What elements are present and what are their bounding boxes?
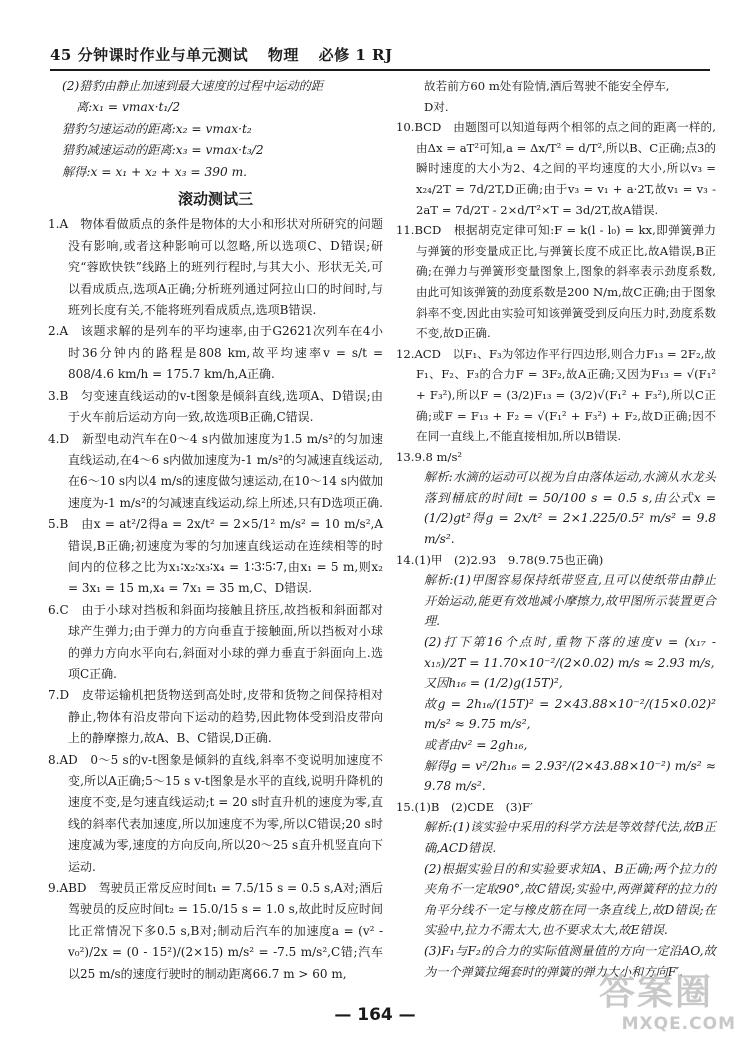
running-header (50, 44, 710, 71)
continuation-line: 故若前方60 m处有险情,酒后驾驶不能安全停车, (424, 79, 670, 93)
analysis-text: 又因h₁₆ = (1/2)g(15T)², (424, 676, 563, 691)
book-title: 45 分钟课时作业与单元测试 (50, 46, 249, 64)
answer-item: 14.(1)甲 (2)2.93 9.78(9.75也正确) (396, 552, 604, 567)
answer-item: 5.B 由x = at²/2得a = 2x/t² = 2×5/1² m/s² = 10 m/s²,A错误,B正确;初速度为零的匀加速直线运动在连续相等的时间内的位移之比为x₁∶x₂∶x₃∶x₄ = 1∶3∶5∶7,由x₁ = 5 m,则x₂ = 3x₁ = 15 m,x₄ = 7x₁ = 35 m,C、D错误. (48, 517, 383, 596)
continuation-line: D对. (424, 99, 449, 114)
watermark-url: MXQE.COM (621, 1014, 736, 1034)
continuation-line: 离:x₁ = vmax·t₁/2 (76, 100, 181, 115)
analysis-text: (3)F₁与F₂的合力的实际值测量值的方向一定沿AO,故为一个弹簧拉绳套时的弹簧的弹力大小和方向F′. (424, 943, 716, 979)
subject-label: 物理 (267, 46, 299, 64)
answer-item: 6.C 由于小球对挡板和斜面均接触且挤压,故挡板和斜面都对球产生弹力;由于弹力的方向垂直于接触面,所以挡板对小球的弹力方向水平向右,斜面对小球的弹力垂直于斜面向上.选项C正确. (48, 602, 383, 681)
answer-item: 2.A 该题求解的是列车的平均速率,由于G2621次列车在4小时36分钟内的路程是808 km,故平均速率v = s/t = 808/4.6 km/h = 175.7 km/h,A正确. (48, 324, 383, 382)
continuation-line: 猎豹减速运动的距离:x₃ = vmax·t₃/2 (62, 143, 264, 158)
section-title: 滚动测试三 (177, 190, 253, 209)
watermark-text: 答案圈 (599, 972, 714, 1013)
answer-item: 13.9.8 m/s² (396, 449, 463, 464)
continuation-line: 解得:x = x₁ + x₂ + x₃ = 390 m. (62, 164, 248, 179)
continuation-line: (2)猎豹由静止加速到最大速度的过程中运动的距 (62, 79, 324, 93)
answer-item: 11.BCD 根据胡克定律可知:F = k(l - l₀) = kx,即弹簧弹力与弹簧的形变量成正比,与弹簧长度不成正比,故A错误,B正确;在弹力与弹簧形变量图象上,图象的斜率表示劲度系数,由此可知该弹簧的劲度系数是200 N/m,故C正确;由于图象斜率不变,因此由实验可知该弹簧受到反向压力时,劲度系数不变,故D正确. (396, 223, 716, 341)
analysis-text: 解析:(1)该实验中采用的科学方法是等效替代法,故B正确,ACD错误. (424, 820, 716, 855)
continuation-line: 猎豹匀速运动的距离:x₂ = vmax·t₂ (62, 121, 252, 136)
answer-item: 12.ACD 以F₁、F₃为邻边作平行四边形,则合力F₁₃ = 2F₂,故F₁、F₂、F₃的合力F = 3F₂,故A正确;又因为F₁₃ = √(F₁² + F₃²),所以F = (3/2)F₁₃ = (3/2)√(F₁² + F₃²),所以C正确;或F = F₁₃ + F₂ = √(F₁² + F₃²) + F₂,故D正确;因不在同一直线上,不能直接相加,所以B错误. (396, 346, 716, 444)
answer-item: 10.BCD 由题图可以知道每两个相邻的点之间的距离一样的,由Δx = aT²可知,a = Δx/T² = d/T²,所以B、C正确;点3的瞬时速度的大小为2、4之间的平均速度的大小,所以v₃ = x₂₄/2T = 7d/2T,D正确;由于v₃ = v₁ + a·2T,故v₁ = v₃ - 2aT = 7d/2T - 2×d/T²×T = 3d/2T,故A错误. (396, 120, 716, 217)
volume-label: 必修 1 RJ (318, 46, 393, 64)
analysis-text: 解析:水滴的运动可以视为自由落体运动,水滴从水龙头落到桶底的时间t = 50/100 s = 0.5 s,由公式x = (1/2)gt²得g = 2x/t² = 2×1.225/0.5² m/s² = 9.8 m/s². (424, 470, 716, 547)
answer-item: 8.AD 0～5 s的v-t图象是倾斜的直线,斜率不变说明加速度不变,所以A正确;5～15 s v-t图象是水平的直线,说明升降机的速度不变,是匀速直线运动;t = 20 s时直升机的速度为零,直线的斜率代表加速度,所以加速度不为零,所以C错误;20 s时速度减为零,速度的方向反向,所以20～25 s直升机竖直向下运动. (48, 752, 383, 874)
answer-item: 15.(1)B (2)CDE (3)F′ (396, 799, 533, 814)
analysis-text: (2)打下第16个点时,重物下落的速度v = (x₁₇ - x₁₅)/2T = 11.70×10⁻²/(2×0.02) m/s ≈ 2.93 m/s, (424, 635, 716, 670)
answer-item: 4.D 新型电动汽车在0～4 s内做加速度为1.5 m/s²的匀加速直线运动,在4～6 s内做加速度为-1 m/s²的匀减速直线运动,在6～10 s内以4 m/s的速度做匀速运动,在10～14 s内做加速度为-1 m/s²的匀减速直线运动,综上所述,只有D选项正确. (48, 431, 383, 510)
analysis-text: (2)根据实验目的和实验要求知A、B正确;两个拉力的夹角不一定取90°,故C错误;实验中,两弹簧秤的拉力的角平分线不一定与橡皮筋在同一条直线上,故D错误;在实验中,拉力不需太大,也不要求太大,故E错误. (424, 861, 716, 938)
watermark-logo (599, 972, 744, 1044)
answer-item: 1.A 物体看做质点的条件是物体的大小和形状对所研究的问题没有影响,或者这种影响可以忽略,所以选项C、D错误;研究“蓉欧快铁”线路上的班列行程时,与其大小、形状无关,可以看成质点,选项A正确;分析班列通过阿拉山口的时间时,与班列长度有关,不能将班列看成质点,选项B错误. (48, 217, 383, 318)
answer-item: 7.D 皮带运输机把货物送到高处时,皮带和货物之间保持相对静止,物体有沿皮带向下运动的趋势,因此物体受到沿皮带向上的静摩擦力,故A、B、C错误,D正确. (48, 688, 383, 746)
page-number: — 164 — (334, 1005, 416, 1025)
analysis-text: 解得g = v²/2h₁₆ = 2.93²/(2×43.88×10⁻²) m/s² ≈ 9.78 m/s². (424, 758, 716, 794)
left-column (48, 76, 383, 985)
analysis-text: 故g = 2h₁₆/(15T)² = 2×43.88×10⁻²/(15×0.02)² m/s² ≈ 9.75 m/s², (424, 696, 716, 732)
analysis-text: 解析:(1)甲图容易保持纸带竖直,且可以使纸带由静止开始运动,能更有效地减小摩擦力,故甲图所示装置更合理. (424, 573, 716, 629)
right-column (396, 76, 716, 982)
answer-item: 9.ABD 驾驶员正常反应时间t₁ = 7.5/15 s = 0.5 s,A对;酒后驾驶员的反应时间t₂ = 15.0/15 s = 1.0 s,故此时反应时间比正常情况下多0.5 s,B对;制动后汽车的加速度a = (v² - v₀²)/2x = (0 - 15²)/(2×15) m/s² = -7.5 m/s²,C错;汽车以25 m/s的速度行驶时的制动距离66.7 m > 60 m, (48, 881, 383, 981)
answer-item: 3.B 匀变速直线运动的v-t图象是倾斜直线,选项A、D错误;由于火车前后运动方向一致,故选项B正确,C错误. (48, 388, 383, 425)
analysis-text: 或者由v² = 2gh₁₆, (424, 738, 528, 752)
